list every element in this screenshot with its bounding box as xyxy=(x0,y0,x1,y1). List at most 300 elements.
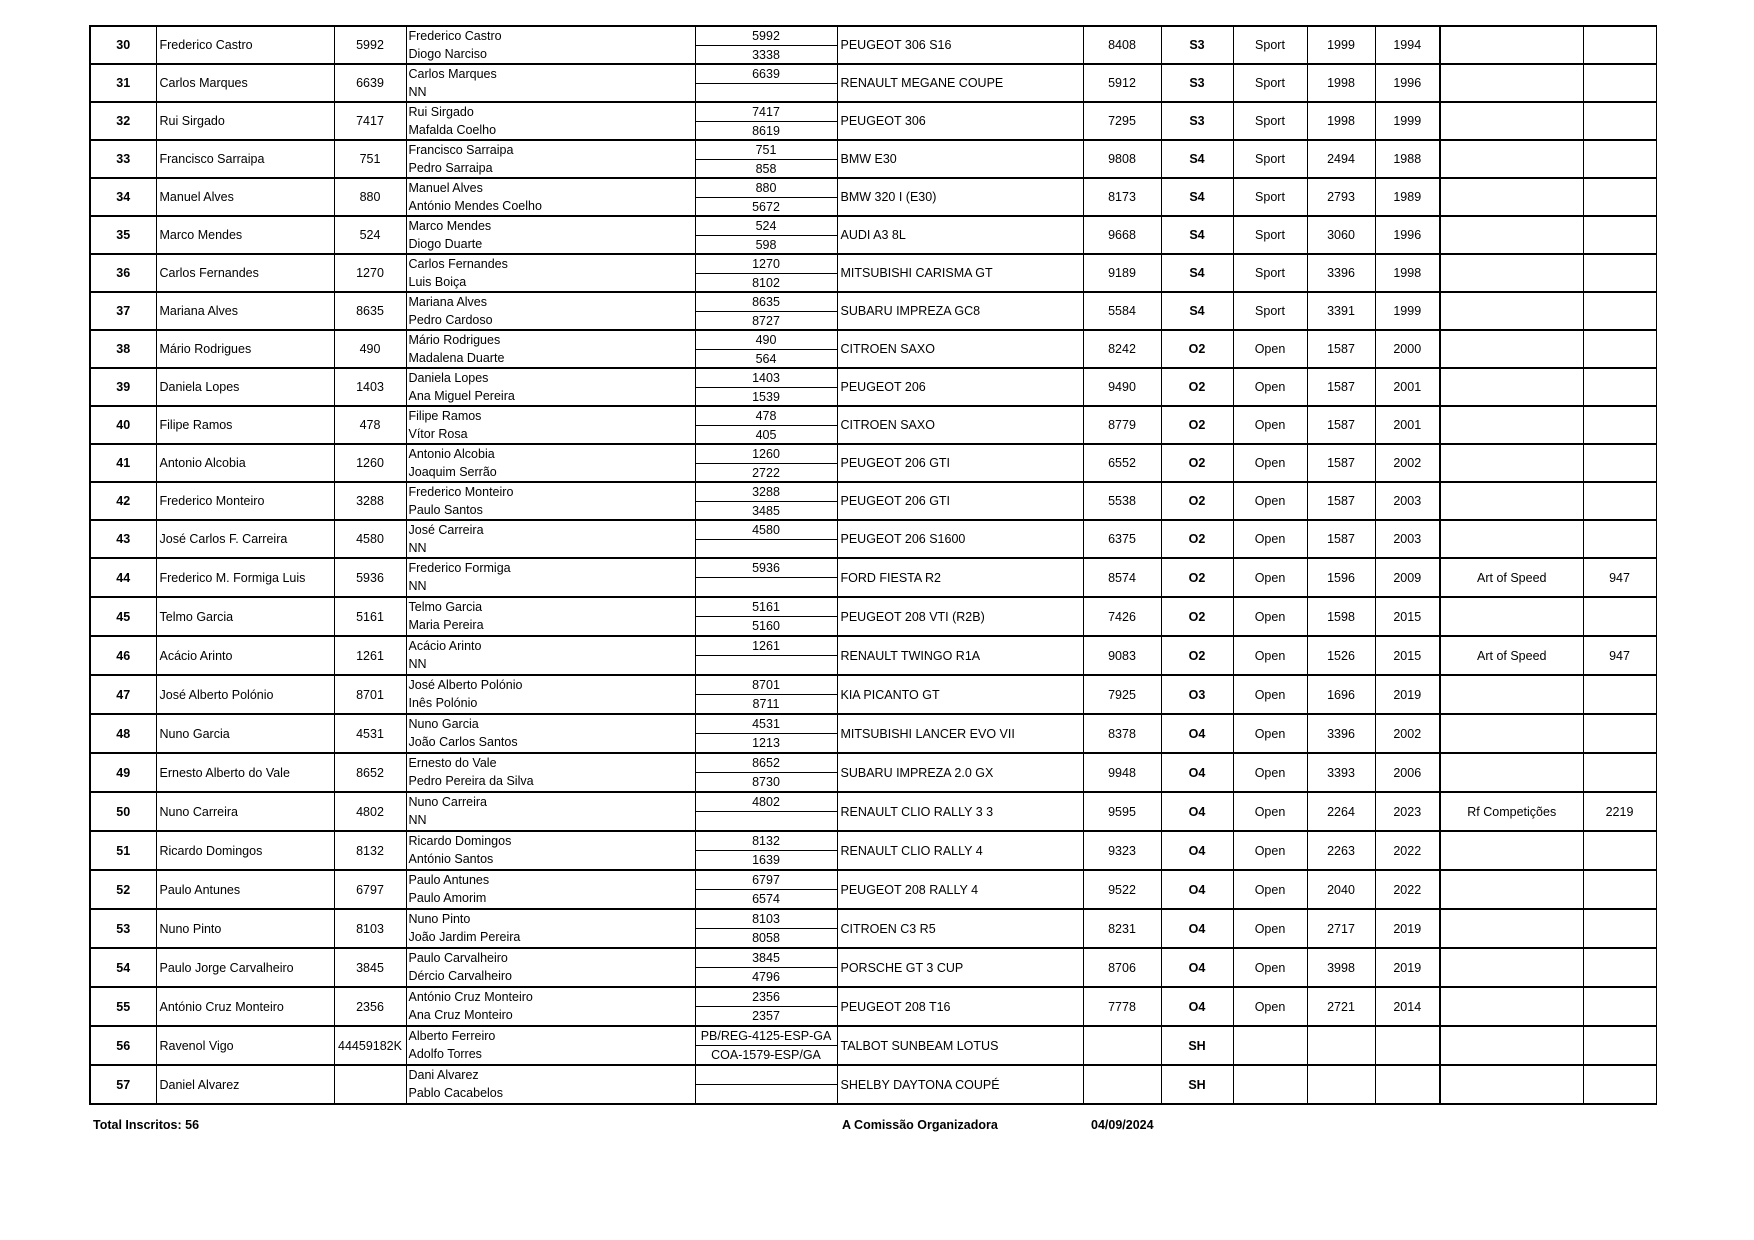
entry-list-table xyxy=(89,25,1657,1105)
car-year: 1994 xyxy=(1375,26,1440,64)
competitor-license: 880 xyxy=(334,178,406,216)
competitor-name: Mário Rodrigues xyxy=(156,330,334,368)
engine-cc: 2264 xyxy=(1307,792,1375,831)
codriver-license: 3485 xyxy=(752,503,780,518)
driver-license: 8701 xyxy=(696,676,837,695)
competitor-license: 1261 xyxy=(334,636,406,675)
car-group: Open xyxy=(1233,714,1307,753)
driver-name: Manuel Alves xyxy=(408,181,483,195)
driver-name: Nuno Pinto xyxy=(408,912,471,926)
crew-names xyxy=(406,987,695,1026)
codriver-license: 6574 xyxy=(752,892,780,906)
codriver-license: 8711 xyxy=(752,697,780,711)
car-group: Open xyxy=(1233,636,1307,675)
driver-license: PB/REG-4125-ESP-GA xyxy=(696,1027,837,1046)
competitor-license: 2356 xyxy=(334,987,406,1026)
car-class: O2 xyxy=(1161,368,1233,406)
car-model: FORD FIESTA R2 xyxy=(837,558,1083,597)
codriver-name: Madalena Duarte xyxy=(408,351,505,365)
driver-name: Telmo Garcia xyxy=(408,600,483,614)
entry-number: 44 xyxy=(90,558,156,597)
crew-names xyxy=(406,948,695,987)
table-row xyxy=(90,178,1656,216)
car-class: S4 xyxy=(1161,292,1233,330)
team-name xyxy=(1440,1026,1583,1065)
competitor-name: Carlos Fernandes xyxy=(156,254,334,292)
table-row xyxy=(90,292,1656,330)
entry-number: 47 xyxy=(90,675,156,714)
car-class: O2 xyxy=(1161,406,1233,444)
team-license xyxy=(1583,26,1656,64)
driver-name: Antonio Alcobia xyxy=(408,447,495,461)
crew-licenses xyxy=(695,870,837,909)
team-name xyxy=(1440,178,1583,216)
car-group: Open xyxy=(1233,909,1307,948)
codriver-name: Ana Miguel Pereira xyxy=(408,389,515,403)
competitor-license: 4802 xyxy=(334,792,406,831)
car-class: O2 xyxy=(1161,520,1233,558)
car-year: 2006 xyxy=(1375,753,1440,792)
team-license xyxy=(1583,675,1656,714)
crew-names xyxy=(406,444,695,482)
codriver-license xyxy=(696,656,837,674)
car-year: 2015 xyxy=(1375,597,1440,636)
crew-names xyxy=(406,636,695,675)
entry-number: 41 xyxy=(90,444,156,482)
codriver-license xyxy=(696,84,837,102)
engine-cc: 3060 xyxy=(1307,216,1375,254)
car-group: Open xyxy=(1233,831,1307,870)
table-row xyxy=(90,406,1656,444)
engine-cc: 3396 xyxy=(1307,254,1375,292)
codriver-license: 2357 xyxy=(752,1009,780,1023)
entry-number: 57 xyxy=(90,1065,156,1104)
car-model: PEUGEOT 208 T16 xyxy=(837,987,1083,1026)
entry-number: 32 xyxy=(90,102,156,140)
car-model: BMW E30 xyxy=(837,140,1083,178)
team-license xyxy=(1583,870,1656,909)
crew-names xyxy=(406,330,695,368)
table-row xyxy=(90,64,1656,102)
car-model: PEUGEOT 208 VTI (R2B) xyxy=(837,597,1083,636)
codriver-license: 8619 xyxy=(752,123,780,138)
team-license xyxy=(1583,444,1656,482)
team-license xyxy=(1583,292,1656,330)
car-id: 7778 xyxy=(1083,987,1161,1026)
competitor-name: José Alberto Polónio xyxy=(156,675,334,714)
codriver-license: 1639 xyxy=(752,853,780,867)
competitor-license: 4580 xyxy=(334,520,406,558)
crew-licenses xyxy=(695,368,837,406)
table-row xyxy=(90,368,1656,406)
car-class: O2 xyxy=(1161,558,1233,597)
crew-licenses xyxy=(695,831,837,870)
car-model: CITROEN SAXO xyxy=(837,406,1083,444)
team-name xyxy=(1440,520,1583,558)
codriver-license xyxy=(696,812,837,830)
driver-license: 8635 xyxy=(696,293,837,312)
codriver-name: NN xyxy=(408,579,427,593)
driver-license: 8652 xyxy=(696,754,837,773)
car-year: 2022 xyxy=(1375,870,1440,909)
driver-license: 3845 xyxy=(696,949,837,968)
crew-names xyxy=(406,792,695,831)
car-model: PEUGEOT 306 S16 xyxy=(837,26,1083,64)
entry-number: 30 xyxy=(90,26,156,64)
competitor-name: Acácio Arinto xyxy=(156,636,334,675)
competitor-name: Marco Mendes xyxy=(156,216,334,254)
competitor-license: 5992 xyxy=(334,26,406,64)
competitor-name: Filipe Ramos xyxy=(156,406,334,444)
competitor-name: Rui Sirgado xyxy=(156,102,334,140)
entry-number: 39 xyxy=(90,368,156,406)
car-model: BMW 320 I (E30) xyxy=(837,178,1083,216)
entry-number: 52 xyxy=(90,870,156,909)
team-license xyxy=(1583,520,1656,558)
engine-cc xyxy=(1307,1065,1375,1104)
car-id: 7925 xyxy=(1083,675,1161,714)
entry-number: 33 xyxy=(90,140,156,178)
crew-names xyxy=(406,870,695,909)
driver-license: 3288 xyxy=(696,483,837,502)
car-id: 9490 xyxy=(1083,368,1161,406)
competitor-name: Nuno Garcia xyxy=(156,714,334,753)
table-row xyxy=(90,102,1656,140)
car-id: 6552 xyxy=(1083,444,1161,482)
table-row xyxy=(90,1026,1656,1065)
team-license xyxy=(1583,987,1656,1026)
codriver-name: Joaquim Serrão xyxy=(408,465,497,479)
team-license xyxy=(1583,330,1656,368)
car-class: S3 xyxy=(1161,26,1233,64)
codriver-name: Ana Cruz Monteiro xyxy=(408,1008,513,1022)
team-name xyxy=(1440,753,1583,792)
car-id: 8242 xyxy=(1083,330,1161,368)
car-id: 9668 xyxy=(1083,216,1161,254)
car-year: 2000 xyxy=(1375,330,1440,368)
table-row xyxy=(90,636,1656,675)
crew-names xyxy=(406,292,695,330)
car-model: SHELBY DAYTONA COUPÉ xyxy=(837,1065,1083,1104)
driver-license: 1403 xyxy=(696,369,837,388)
total-entries: Total Inscritos: 56 xyxy=(93,1118,200,1132)
entry-number: 42 xyxy=(90,482,156,520)
codriver-license: 564 xyxy=(755,351,777,366)
car-year: 2002 xyxy=(1375,714,1440,753)
car-model: RENAULT CLIO RALLY 4 xyxy=(837,831,1083,870)
table-row xyxy=(90,831,1656,870)
car-id: 7295 xyxy=(1083,102,1161,140)
engine-cc: 1587 xyxy=(1307,368,1375,406)
competitor-license: 478 xyxy=(334,406,406,444)
competitor-name: Frederico Monteiro xyxy=(156,482,334,520)
driver-license: 880 xyxy=(696,179,837,198)
car-model: CITROEN C3 R5 xyxy=(837,909,1083,948)
competitor-license: 4531 xyxy=(334,714,406,753)
car-id: 9189 xyxy=(1083,254,1161,292)
engine-cc: 3393 xyxy=(1307,753,1375,792)
car-model: TALBOT SUNBEAM LOTUS xyxy=(837,1026,1083,1065)
team-name xyxy=(1440,597,1583,636)
driver-license: 4580 xyxy=(696,521,837,540)
car-group: Open xyxy=(1233,948,1307,987)
driver-name: José Alberto Polónio xyxy=(408,678,523,692)
table-row xyxy=(90,909,1656,948)
team-license xyxy=(1583,948,1656,987)
crew-names xyxy=(406,714,695,753)
car-id: 8378 xyxy=(1083,714,1161,753)
codriver-name: António Mendes Coelho xyxy=(408,199,542,213)
team-name xyxy=(1440,909,1583,948)
car-group: Open xyxy=(1233,520,1307,558)
entry-number: 37 xyxy=(90,292,156,330)
competitor-name: Nuno Carreira xyxy=(156,792,334,831)
crew-names xyxy=(406,1065,695,1104)
car-class: S3 xyxy=(1161,102,1233,140)
car-class: O4 xyxy=(1161,831,1233,870)
crew-names xyxy=(406,482,695,520)
codriver-name: Diogo Narciso xyxy=(408,47,488,61)
competitor-name: Mariana Alves xyxy=(156,292,334,330)
car-id: 9948 xyxy=(1083,753,1161,792)
entry-number: 48 xyxy=(90,714,156,753)
team-name: Art of Speed xyxy=(1440,558,1583,597)
table-row xyxy=(90,520,1656,558)
crew-names xyxy=(406,675,695,714)
car-class: O4 xyxy=(1161,987,1233,1026)
car-year: 1996 xyxy=(1375,216,1440,254)
car-id: 8408 xyxy=(1083,26,1161,64)
team-name xyxy=(1440,330,1583,368)
car-id: 5912 xyxy=(1083,64,1161,102)
team-name xyxy=(1440,64,1583,102)
competitor-license: 7417 xyxy=(334,102,406,140)
driver-license: 6639 xyxy=(696,65,837,84)
table-row xyxy=(90,140,1656,178)
codriver-name: Dércio Carvalheiro xyxy=(408,969,513,983)
engine-cc: 1526 xyxy=(1307,636,1375,675)
competitor-license xyxy=(334,1065,406,1104)
car-group xyxy=(1233,1065,1307,1104)
car-class: O4 xyxy=(1161,792,1233,831)
team-name xyxy=(1440,406,1583,444)
crew-licenses xyxy=(695,254,837,292)
entry-number: 50 xyxy=(90,792,156,831)
team-license xyxy=(1583,597,1656,636)
car-id: 5538 xyxy=(1083,482,1161,520)
codriver-license: 5672 xyxy=(752,199,780,214)
team-name xyxy=(1440,675,1583,714)
car-id: 9595 xyxy=(1083,792,1161,831)
driver-name: Frederico Monteiro xyxy=(408,485,514,499)
codriver-license: 4796 xyxy=(752,970,780,984)
team-name xyxy=(1440,482,1583,520)
competitor-name: Manuel Alves xyxy=(156,178,334,216)
driver-name: Daniela Lopes xyxy=(408,371,489,385)
entry-number: 46 xyxy=(90,636,156,675)
crew-licenses xyxy=(695,753,837,792)
car-model: RENAULT CLIO RALLY 3 3 xyxy=(837,792,1083,831)
car-model: PEUGEOT 206 S1600 xyxy=(837,520,1083,558)
team-license xyxy=(1583,140,1656,178)
crew-licenses xyxy=(695,520,837,558)
car-group: Sport xyxy=(1233,102,1307,140)
competitor-license: 1403 xyxy=(334,368,406,406)
entry-number: 40 xyxy=(90,406,156,444)
codriver-license: 1213 xyxy=(752,736,780,750)
crew-names xyxy=(406,64,695,102)
codriver-license: 3338 xyxy=(752,47,780,62)
car-class: O2 xyxy=(1161,597,1233,636)
engine-cc xyxy=(1307,1026,1375,1065)
team-license xyxy=(1583,909,1656,948)
driver-license: 5161 xyxy=(696,598,837,617)
organizing-committee: A Comissão Organizadora xyxy=(842,1118,998,1132)
car-group: Open xyxy=(1233,753,1307,792)
driver-name: Francisco Sarraipa xyxy=(408,143,514,157)
driver-license: 6797 xyxy=(696,871,837,890)
team-name xyxy=(1440,444,1583,482)
team-name xyxy=(1440,870,1583,909)
car-id: 9323 xyxy=(1083,831,1161,870)
team-name: Art of Speed xyxy=(1440,636,1583,675)
engine-cc: 1587 xyxy=(1307,330,1375,368)
car-model: PEUGEOT 208 RALLY 4 xyxy=(837,870,1083,909)
engine-cc: 1587 xyxy=(1307,520,1375,558)
team-license xyxy=(1583,178,1656,216)
engine-cc: 1998 xyxy=(1307,102,1375,140)
codriver-license: 405 xyxy=(755,427,777,442)
car-model: SUBARU IMPREZA 2.0 GX xyxy=(837,753,1083,792)
engine-cc: 3391 xyxy=(1307,292,1375,330)
competitor-name: António Cruz Monteiro xyxy=(156,987,334,1026)
team-license xyxy=(1583,1065,1656,1104)
crew-names xyxy=(406,520,695,558)
driver-name: Mariana Alves xyxy=(408,295,488,309)
car-id: 9522 xyxy=(1083,870,1161,909)
competitor-name: Ricardo Domingos xyxy=(156,831,334,870)
driver-license: 5992 xyxy=(696,27,837,46)
table-row xyxy=(90,1065,1656,1104)
codriver-license: 8730 xyxy=(752,775,780,789)
car-group: Open xyxy=(1233,482,1307,520)
driver-license: 490 xyxy=(696,331,837,350)
car-year: 2002 xyxy=(1375,444,1440,482)
car-id: 8173 xyxy=(1083,178,1161,216)
car-group: Sport xyxy=(1233,292,1307,330)
car-year: 1999 xyxy=(1375,292,1440,330)
car-id: 7426 xyxy=(1083,597,1161,636)
driver-license: 2356 xyxy=(696,988,837,1007)
entry-number: 51 xyxy=(90,831,156,870)
car-class: O2 xyxy=(1161,482,1233,520)
car-group: Open xyxy=(1233,406,1307,444)
crew-licenses xyxy=(695,406,837,444)
crew-licenses xyxy=(695,1065,837,1104)
car-year: 1999 xyxy=(1375,102,1440,140)
driver-name: Ernesto do Vale xyxy=(408,756,497,770)
driver-license xyxy=(696,1066,837,1085)
driver-license: 4531 xyxy=(696,715,837,734)
codriver-license: 8727 xyxy=(752,313,780,328)
team-name xyxy=(1440,831,1583,870)
crew-licenses xyxy=(695,26,837,64)
driver-name: Frederico Formiga xyxy=(408,561,511,575)
driver-license: 1270 xyxy=(696,255,837,274)
table-row xyxy=(90,714,1656,753)
team-license xyxy=(1583,1026,1656,1065)
crew-licenses xyxy=(695,675,837,714)
entry-number: 54 xyxy=(90,948,156,987)
engine-cc: 2040 xyxy=(1307,870,1375,909)
engine-cc: 2263 xyxy=(1307,831,1375,870)
codriver-license xyxy=(696,1085,837,1103)
engine-cc: 3998 xyxy=(1307,948,1375,987)
car-id: 8574 xyxy=(1083,558,1161,597)
car-class: S3 xyxy=(1161,64,1233,102)
engine-cc: 2717 xyxy=(1307,909,1375,948)
competitor-license: 6639 xyxy=(334,64,406,102)
driver-name: Acácio Arinto xyxy=(408,639,482,653)
car-id: 8231 xyxy=(1083,909,1161,948)
car-group: Sport xyxy=(1233,254,1307,292)
driver-license: 1260 xyxy=(696,445,837,464)
car-model: MITSUBISHI CARISMA GT xyxy=(837,254,1083,292)
crew-names xyxy=(406,178,695,216)
car-model: MITSUBISHI LANCER EVO VII xyxy=(837,714,1083,753)
car-id: 9083 xyxy=(1083,636,1161,675)
codriver-license: 598 xyxy=(755,237,777,252)
codriver-license xyxy=(696,578,837,596)
car-class: S4 xyxy=(1161,216,1233,254)
codriver-license: 2722 xyxy=(752,465,780,480)
car-id: 6375 xyxy=(1083,520,1161,558)
car-class: S4 xyxy=(1161,254,1233,292)
car-year: 2019 xyxy=(1375,909,1440,948)
table-row xyxy=(90,444,1656,482)
crew-licenses xyxy=(695,987,837,1026)
car-year: 2022 xyxy=(1375,831,1440,870)
crew-licenses xyxy=(695,444,837,482)
driver-license: 4802 xyxy=(696,793,837,812)
table-row xyxy=(90,26,1656,64)
table-row xyxy=(90,987,1656,1026)
document-date: 04/09/2024 xyxy=(1091,1118,1154,1132)
car-id: 9808 xyxy=(1083,140,1161,178)
engine-cc: 1998 xyxy=(1307,64,1375,102)
crew-names xyxy=(406,831,695,870)
codriver-license: 1539 xyxy=(752,389,780,404)
car-year: 1998 xyxy=(1375,254,1440,292)
engine-cc: 2721 xyxy=(1307,987,1375,1026)
engine-cc: 1598 xyxy=(1307,597,1375,636)
entry-number: 43 xyxy=(90,520,156,558)
car-class: SH xyxy=(1161,1065,1233,1104)
codriver-name: Pablo Cacabelos xyxy=(408,1086,504,1100)
car-model: PORSCHE GT 3 CUP xyxy=(837,948,1083,987)
competitor-license: 8132 xyxy=(334,831,406,870)
team-license: 947 xyxy=(1583,558,1656,597)
engine-cc: 1587 xyxy=(1307,406,1375,444)
table-row xyxy=(90,254,1656,292)
car-year: 2003 xyxy=(1375,482,1440,520)
car-group: Sport xyxy=(1233,26,1307,64)
entry-number: 49 xyxy=(90,753,156,792)
engine-cc: 1696 xyxy=(1307,675,1375,714)
car-model: PEUGEOT 206 GTI xyxy=(837,482,1083,520)
car-group: Open xyxy=(1233,368,1307,406)
crew-licenses xyxy=(695,292,837,330)
